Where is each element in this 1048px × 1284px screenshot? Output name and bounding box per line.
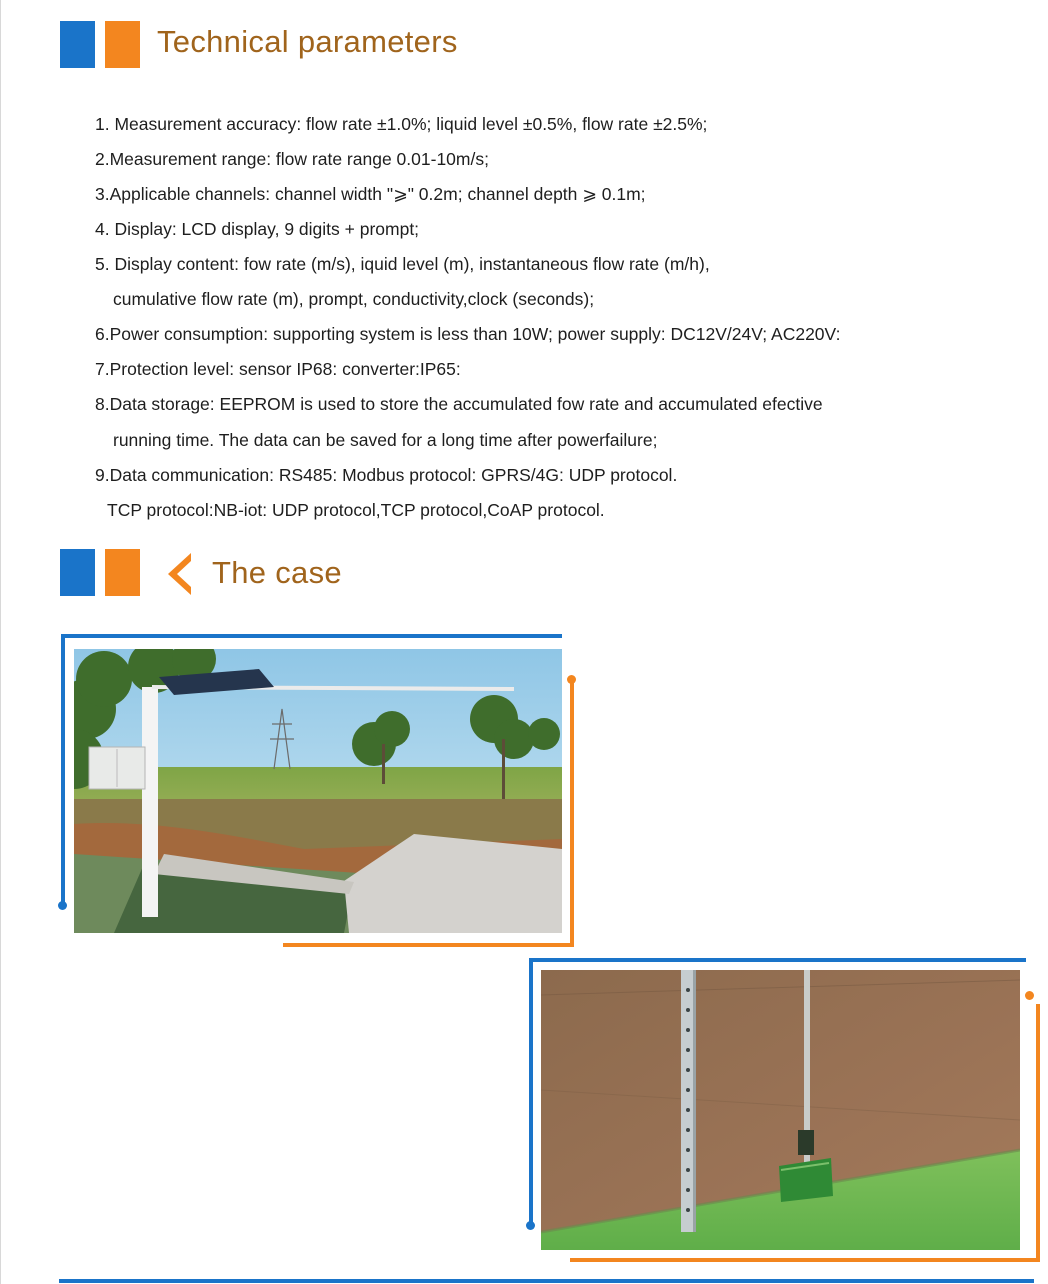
param-line-9: 9.Data communication: RS485: Modbus protocol: GPRS/4G: UDP protocol. xyxy=(95,465,678,485)
param-line-5: 5. Display content: fow rate (m/s), iquid level (m), instantaneous flow rate (m/h), xyxy=(95,254,710,274)
param-line-3: 3.Applicable channels: channel width "⩾" 0.2m; channel depth ⩾ 0.1m; xyxy=(95,184,646,204)
blue-square-icon xyxy=(60,21,95,68)
photo2-orange-dot xyxy=(1025,991,1034,1000)
param-line-6: 6.Power consumption: supporting system is less than 10W; power supply: DC12V/24V; AC220V: xyxy=(95,324,841,344)
photo1-blue-dot xyxy=(58,901,67,910)
photo1-bottom-rule xyxy=(283,943,574,947)
param-line-9-cont: TCP protocol:NB-iot: UDP protocol,TCP protocol,CoAP protocol. xyxy=(107,500,605,520)
param-line-4: 4. Display: LCD display, 9 digits + prompt; xyxy=(95,219,420,239)
orange-square-icon xyxy=(105,21,140,68)
photo1-right-rule xyxy=(570,680,574,946)
photo2-top-rule xyxy=(529,958,1026,962)
param-line-8-cont: running time. The data can be saved for a long time after powerfailure; xyxy=(113,430,658,450)
page-edge xyxy=(0,0,1,1284)
param-line-8: 8.Data storage: EEPROM is used to store the accumulated fow rate and accumulated efective xyxy=(95,394,823,414)
bottom-rule xyxy=(59,1279,1034,1283)
the-case-title: The case xyxy=(212,555,342,590)
param-line-2: 2.Measurement range: flow rate range 0.01-10m/s; xyxy=(95,149,489,169)
blue-square-icon xyxy=(60,549,95,596)
photo2-right-rule xyxy=(1036,1004,1040,1262)
technical-parameters-title: Technical parameters xyxy=(157,24,458,59)
photo2-left-rule xyxy=(529,958,533,1224)
param-line-7: 7.Protection level: sensor IP68: converter:IP65: xyxy=(95,359,461,379)
orange-square-icon xyxy=(105,549,140,596)
photo2-bottom-rule xyxy=(570,1258,1040,1262)
photo2-blue-dot xyxy=(526,1221,535,1230)
sensor-installation-photo xyxy=(541,970,1020,1250)
photo1-orange-dot xyxy=(567,675,576,684)
photo1-left-rule xyxy=(61,634,65,906)
photo1-top-rule xyxy=(61,634,562,638)
param-line-5-cont: cumulative flow rate (m), prompt, conductivity,clock (seconds); xyxy=(113,289,595,309)
left-arrow-icon xyxy=(168,553,191,595)
channel-flowmeter-photo xyxy=(74,649,562,933)
param-line-1: 1. Measurement accuracy: flow rate ±1.0%; liquid level ±0.5%, flow rate ±2.5%; xyxy=(95,114,708,134)
